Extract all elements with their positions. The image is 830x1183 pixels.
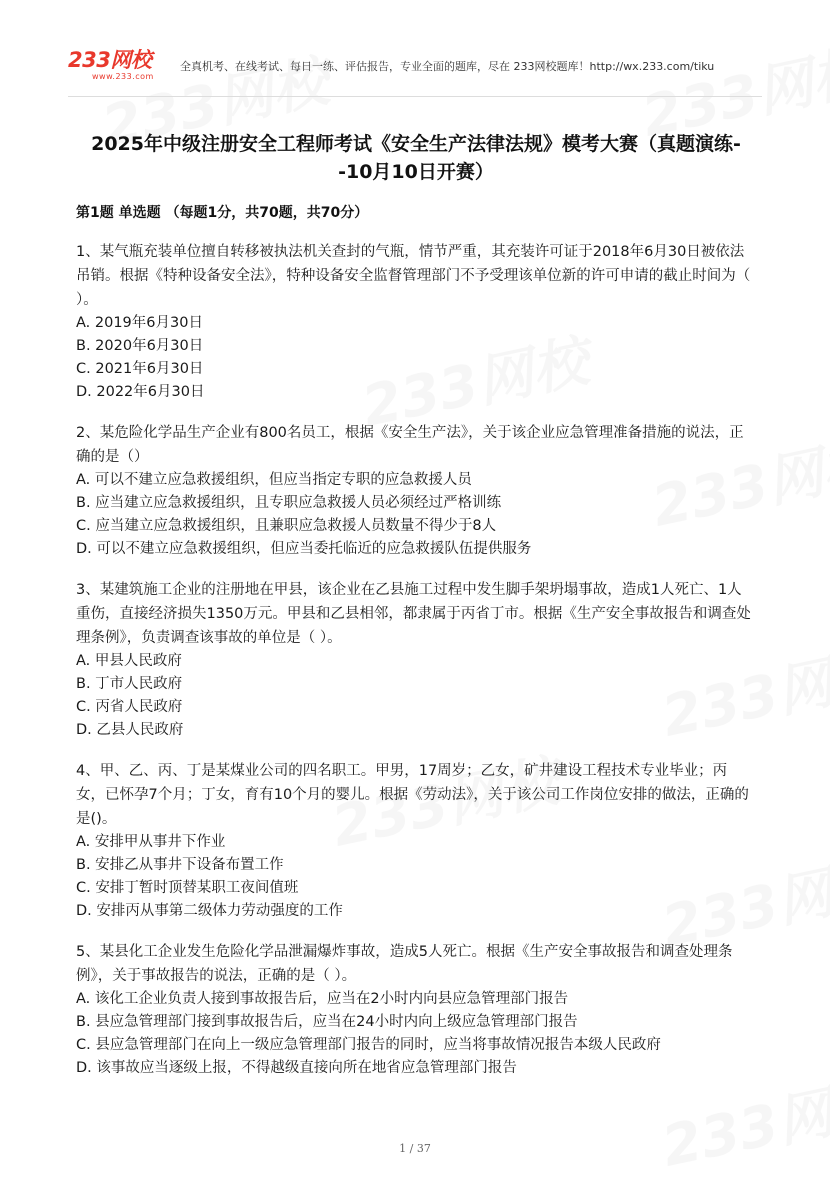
option-a: A. 2019年6月30日 bbox=[76, 315, 203, 331]
question-2 bbox=[76, 421, 756, 561]
option-c: C. 丙省人民政府 bbox=[76, 699, 183, 715]
section-heading: 第1题 单选题 （每题1分，共70题，共70分） bbox=[76, 205, 369, 221]
question-stem: 4、甲、乙、丙、丁是某煤业公司的四名职工。甲男，17周岁；乙女，矿井建设工程技术专业毕业；丙女，已怀孕7个月；丁女，育有10个月的婴儿。根据《劳动法》，关于该公司工作岗位安排的做法，正确的是()。 bbox=[76, 763, 749, 827]
option-d: D. 乙县人民政府 bbox=[76, 722, 184, 738]
option-c: C. 县应急管理部门在向上一级应急管理部门报告的同时，应当将事故情况报告本级人民政府 bbox=[76, 1037, 661, 1053]
option-a: A. 可以不建立应急救援组织，但应当指定专职的应急救援人员 bbox=[76, 472, 472, 488]
option-b: B. 2020年6月30日 bbox=[76, 338, 204, 354]
option-d: D. 该事故应当逐级上报，不得越级直接向所在地省应急管理部门报告 bbox=[76, 1060, 517, 1076]
option-c: C. 2021年6月30日 bbox=[76, 361, 204, 377]
question-5 bbox=[76, 940, 756, 1080]
header-slogan: 全真机考、在线考试、每日一练、评估报告，专业全面的题库，尽在 233网校题库！http://wx.233.com/tiku bbox=[180, 60, 715, 73]
option-c: C. 安排丁暂时顶替某职工夜间值班 bbox=[76, 880, 299, 896]
document-title: 2025年中级注册安全工程师考试《安全生产法律法规》模考大赛（真题演练--10月10日开赛） bbox=[91, 133, 741, 183]
option-b: B. 丁市人民政府 bbox=[76, 676, 183, 692]
option-b: B. 县应急管理部门接到事故报告后，应当在24小时内向上级应急管理部门报告 bbox=[76, 1014, 578, 1030]
brand-logo[interactable] bbox=[68, 48, 168, 84]
option-a: A. 甲县人民政府 bbox=[76, 653, 182, 669]
page-indicator: 1 / 37 bbox=[399, 1142, 431, 1155]
question-4 bbox=[76, 759, 756, 923]
question-stem: 2、某危险化学品生产企业有800名员工，根据《安全生产法》，关于该企业应急管理准备措施的说法，正确的是（） bbox=[76, 425, 744, 465]
question-stem: 5、某县化工企业发生危险化学品泄漏爆炸事故，造成5人死亡。根据《生产安全事故报告和调查处理条例》，关于事故报告的说法，正确的是（ ）。 bbox=[76, 944, 733, 984]
option-a: A. 该化工企业负责人接到事故报告后，应当在2小时内向县应急管理部门报告 bbox=[76, 991, 569, 1007]
option-b: B. 安排乙从事井下设备布置工作 bbox=[76, 857, 284, 873]
logo-text: 233网校 bbox=[68, 48, 152, 72]
option-c: C. 应当建立应急救援组织，且兼职应急救援人员数量不得少于8人 bbox=[76, 518, 497, 534]
question-list bbox=[76, 240, 756, 1097]
option-d: D. 可以不建立应急救援组织，但应当委托临近的应急救援队伍提供服务 bbox=[76, 541, 532, 557]
option-b: B. 应当建立应急救援组织，且专职应急救援人员必须经过严格训练 bbox=[76, 495, 502, 511]
option-d: D. 2022年6月30日 bbox=[76, 384, 205, 400]
question-stem: 3、某建筑施工企业的注册地在甲县，该企业在乙县施工过程中发生脚手架坍塌事故，造成1人死亡、1人重伤，直接经济损失1350万元。甲县和乙县相邻，都隶属于丙省丁市。根据《生产安全事故报告和调查处理条例》，负责调查该事故的单位是（ ）。 bbox=[76, 582, 751, 646]
header-divider bbox=[68, 96, 762, 97]
question-1 bbox=[76, 240, 756, 404]
question-stem: 1、某气瓶充装单位擅自转移被执法机关查封的气瓶，情节严重，其充装许可证于2018年6月30日被依法吊销。根据《特种设备安全法》，特种设备安全监督管理部门不予受理该单位新的许可申请的截止时间为（ ）。 bbox=[76, 244, 751, 308]
option-a: A. 安排甲从事井下作业 bbox=[76, 834, 226, 850]
page-header bbox=[68, 48, 768, 84]
logo-url: www.233.com bbox=[92, 72, 154, 81]
question-3 bbox=[76, 578, 756, 742]
option-d: D. 安排丙从事第二级体力劳动强度的工作 bbox=[76, 903, 343, 919]
